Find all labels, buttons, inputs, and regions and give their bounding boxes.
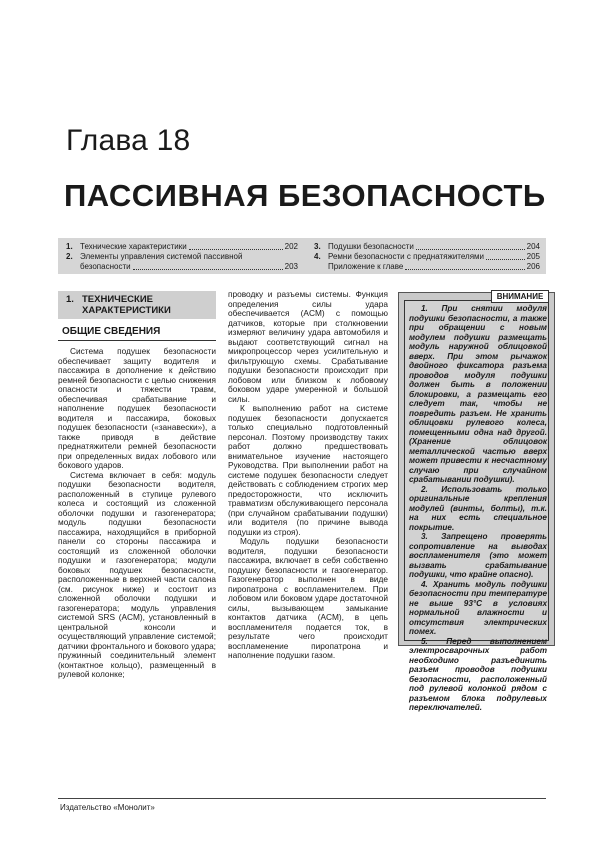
toc-item-continuation[interactable] bbox=[66, 262, 298, 272]
section-title: ТЕХНИЧЕСКИЕ ХАРАКТЕРИСТИКИ bbox=[82, 294, 171, 316]
table-of-contents bbox=[58, 238, 546, 274]
toc-item-number: 4. bbox=[314, 252, 321, 261]
warning-item: 2. Использовать только оригинальные крепления модулей (винты, болты), т.к. на них есть специальное покрытие. bbox=[409, 484, 547, 532]
section-number: 1. bbox=[66, 294, 74, 305]
toc-item-label: Приложение к главе bbox=[328, 262, 404, 271]
toc-item-page: 203 bbox=[284, 262, 298, 271]
toc-leader-dots bbox=[189, 249, 283, 250]
publisher-footer: Издательство «Монолит» bbox=[60, 803, 155, 812]
toc-item-number: 3. bbox=[314, 242, 321, 251]
text-column-2 bbox=[228, 290, 388, 661]
warning-label: ВНИМАНИЕ bbox=[491, 290, 549, 303]
footer-divider bbox=[58, 798, 546, 799]
toc-leader-dots bbox=[486, 259, 525, 260]
warning-item: 5. Перед выполнением электросварочных работ необходимо разъединить разъем проводов подушки безопасности, расположенный под рулевой колонкой рядом с разъемом блока подрулевых переключателей. bbox=[409, 636, 547, 712]
subsection-underline bbox=[58, 340, 216, 341]
toc-item-number: 1. bbox=[66, 242, 73, 251]
paragraph: Модуль подушки безопасности водителя, подушки безопасности пассажира, включает в себя собственно подушку безопасности и газогенератор. Газогенератор выполнен в виде пиропатрона с воспламенителем. При лобовом или боковом ударе достаточной силы, вызывающем замыкание контактов датчика (ACM), в цепь воспламенителя подается ток, в результате чего происходит воспламенение пиропатрона и наполнение подушки газом. bbox=[228, 536, 388, 660]
toc-item-label: безопасности bbox=[80, 262, 131, 271]
toc-item[interactable] bbox=[66, 242, 298, 252]
warning-item: 1. При снятии модуля подушки безопасности, а также при обращении с новым модулем подушки размещать модуль наружной облицовкой вверх. При этом рычажок двойного фиксатора разъема проводов модуля подушки должен быть в положении блокировки, а размещать его следует так, чтобы не повредить разъем. Не хранить облицовки рулевого колеса, помещенными одна над другой. (Хранение облицовок металлической частью вверх может привести к несчастному случаю при случайном срабатывании подушки). bbox=[409, 304, 547, 484]
toc-right-column bbox=[314, 242, 540, 272]
paragraph: проводку и разъемы системы. Функция определения силы удара обеспечивается (ACM) с помощью датчиков, которые при столкновении измеряют величину удара автомобиля и выдают соответствующий сигнал на микропроцессор через усилительную и фильтрующую схемы. Срабатывание подушки безопасности происходит при лобовом или близком к лобовому боковом ударе умеренной и большой силы. bbox=[228, 289, 388, 404]
toc-leader-dots bbox=[405, 269, 524, 270]
toc-item[interactable] bbox=[66, 252, 298, 262]
toc-leader-dots bbox=[416, 249, 525, 250]
paragraph: Система включает в себя: модуль подушки безопасности водителя, расположенный в ступице рулевого колеса и состоящий из сложенной оболочки подушки и газогенератора; модуль подушки безопасности пассажира, находящийся в приборной панели со стороны пассажира и состоящий из сложенной оболочки подушки и газогенератора; модули боковых подушек безопасности, расположенные в верхней части салона (см. рисунок ниже) и состоит из сложенной оболочки подушки и газогенератора; модуль управления системой SRS (ACM), установленный в центральной консоли и осуществляющий управление системой; датчики фронтального и бокового удара; пружинный соединительный элемент (контактное кольцо), размещенный в рулевой колонке; bbox=[58, 469, 216, 679]
paragraph: К выполнению работ на системе подушек безопасности допускается только специально подготовленный персонал. Поэтому производству таких работ должно предшествовать внимательное изучение настоящего Руководства. При выполнении работ на системе подушек безопасности следует действовать с соблюдением строгих мер предосторожности, что исключить травматизм обслуживающего персонала (при случайном срабатывании подушки) или водителя (по причине вывода подушки из строя). bbox=[228, 403, 388, 537]
toc-item-label: Подушки безопасности bbox=[328, 242, 414, 251]
toc-item-page: 205 bbox=[526, 252, 540, 261]
toc-item-label: Ремни безопасности с преднатяжителями bbox=[328, 252, 485, 261]
chapter-heading: Глава 18 bbox=[66, 124, 191, 157]
toc-item[interactable] bbox=[314, 242, 540, 252]
warning-item: 4. Хранить модуль подушки безопасности при температуре не выше 93°С в условиях нормальной влажности и отсутствия электрических помех. bbox=[409, 579, 547, 636]
warning-item: 3. Запрещено проверять сопротивление на выводах воспламенителя (это может вызвать срабатывание подушки, что крайне опасно). bbox=[409, 532, 547, 579]
paragraph: Система подушек безопасности обеспечивает защиту водителя и пассажира в дополнение к действию ремней безопасности с целью снижения опасности и тяжести травм, обеспечивая срабатывание и наполнение подушек безопасности водителя и пассажира, боковых подушек безопасности («занавески»), а также приводя в действие преднатяжители ремней безопасности при определенных видах лобового или бокового ударов. bbox=[58, 346, 216, 470]
chapter-title: ПАССИВНАЯ БЕЗОПАСНОСТЬ bbox=[64, 178, 546, 213]
toc-item[interactable] bbox=[314, 262, 540, 272]
toc-item-number: 2. bbox=[66, 252, 73, 261]
section-heading bbox=[58, 291, 216, 319]
toc-item[interactable] bbox=[314, 252, 540, 262]
toc-item-label: Технические характеристики bbox=[80, 242, 187, 251]
warning-text bbox=[409, 304, 547, 713]
toc-left-column bbox=[66, 242, 298, 272]
toc-leader-dots bbox=[133, 269, 283, 270]
subsection-heading: ОБЩИЕ СВЕДЕНИЯ bbox=[62, 326, 161, 337]
toc-item-page: 206 bbox=[526, 262, 540, 271]
text-column-1 bbox=[58, 347, 216, 680]
toc-item-page: 204 bbox=[526, 242, 540, 251]
toc-item-label: Элементы управления системой пассивной bbox=[80, 252, 243, 261]
toc-item-page: 202 bbox=[284, 242, 298, 251]
